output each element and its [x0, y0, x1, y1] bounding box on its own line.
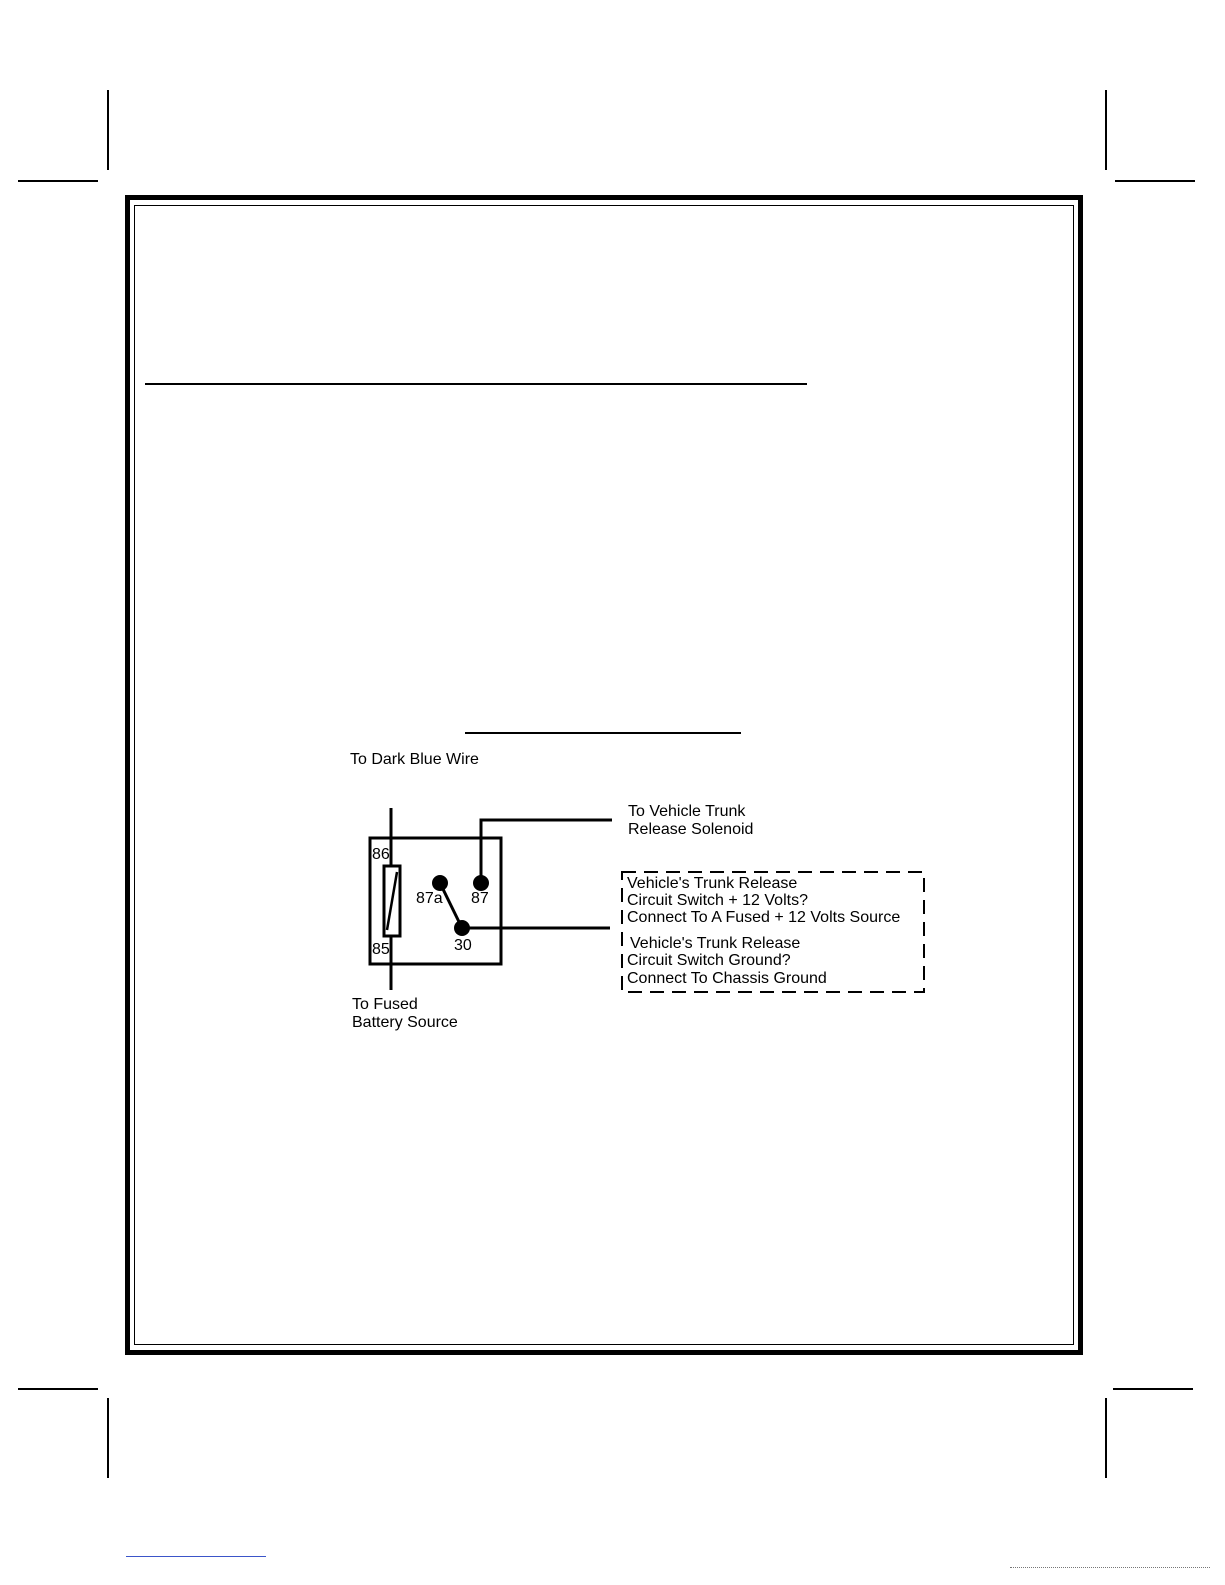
- pin-85-label: 85: [372, 941, 390, 958]
- callout-line-1: Vehicle's Trunk Release: [627, 875, 798, 892]
- pin-87-label: 87: [471, 890, 489, 907]
- callout-line-2: Circuit Switch + 12 Volts?: [627, 892, 808, 909]
- bottom-dotted-rule: [1010, 1567, 1210, 1569]
- bottom-link-underline: [126, 1556, 266, 1557]
- callout-line-5: Circuit Switch Ground?: [627, 952, 791, 969]
- contact-87: [473, 875, 489, 891]
- pin-30-label: 30: [454, 937, 472, 954]
- dark-blue-wire-label: To Dark Blue Wire: [350, 751, 479, 768]
- callout-line-4: Vehicle's Trunk Release: [630, 935, 801, 952]
- pin-87a-label: 87a: [416, 890, 443, 907]
- trunk-solenoid-label-line-2: Release Solenoid: [628, 821, 754, 838]
- fused-battery-label-line-1: To Fused: [352, 996, 418, 1013]
- fused-battery-label-line-2: Battery Source: [352, 1014, 458, 1031]
- pin-86-label: 86: [372, 846, 390, 863]
- contact-87a: [432, 875, 448, 891]
- trunk-solenoid-label-line-1: To Vehicle Trunk: [628, 803, 746, 820]
- callout-line-3: Connect To A Fused + 12 Volts Source: [627, 909, 901, 926]
- contact-30: [454, 920, 470, 936]
- callout-line-6: Connect To Chassis Ground: [627, 970, 827, 987]
